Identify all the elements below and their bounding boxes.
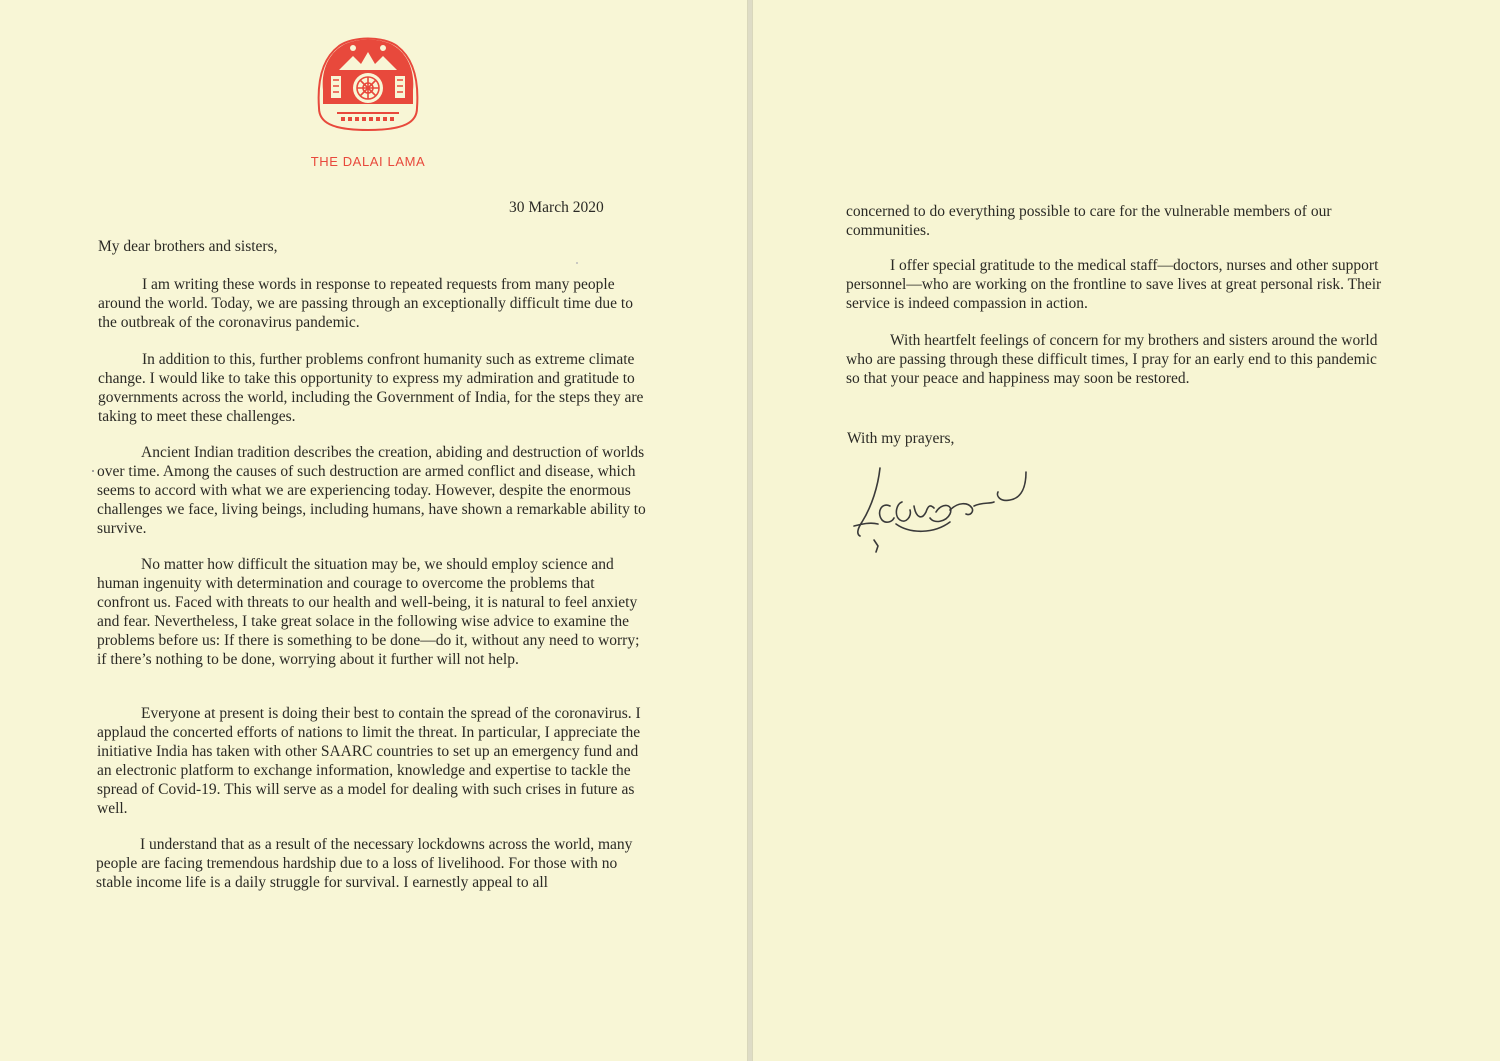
paragraph-5: Everyone at present is doing their best to contain the spread of the coronavirus. I applaud the concerted efforts of nations to limit the threat. In particular, I appreciate the initiative India has taken with other SAARC countries to set up an emergency fund and an electronic platform to exchange information, knowledge and expertise to tackle the spread of Covid-19. This will serve as a model for dealing with such crises in future as well. [97,705,641,817]
handwritten-signature-icon [850,462,1045,554]
paragraph-9: With heartfelt feelings of concern for my brothers and sisters around the world who are passing through these difficult times, I pray for an early end to this pandemic so that your peace and happiness may soon be restored. [846,332,1378,387]
paragraph-4: No matter how difficult the situation may be, we should employ science and human ingenuity with determination and courage to overcome the problems that confront us. Faced with threats to our health and well-being, it is natural to feel anxiety and fear. Nevertheless, I take great solace in the following wise advice to examine the problems before us: If there is something to be done—do it, without any need to worry; if there’s nothing to be done, worrying about it further will not help. [97,556,640,668]
tibetan-seal-icon [309,30,427,136]
paragraph-6: I understand that as a result of the necessary lockdowns across the world, many people are facing tremendous hardship due to a loss of livelihood. For those with no stable income life is a daily struggle for survival. I earnestly appeal to all [96,836,633,891]
paragraph-2: In addition to this, further problems confront humanity such as extreme climate change. I would like to take this opportunity to express my admiration and gratitude to governments across the world, including the Government of India, for the steps they are taking to meet these challenges. [98,351,644,425]
paragraph-1: I am writing these words in response to repeated requests from many people around the world. Today, we are passing through an exceptionally difficult time due to the outbreak of the coronavirus pandemic. [98,276,633,331]
paragraph-7: concerned to do everything possible to care for the vulnerable members of our communities. [846,203,1332,239]
closing: With my prayers, [847,430,955,447]
paper-speck [92,470,94,472]
letterhead-name: THE DALAI LAMA [310,154,426,169]
paragraph-8: I offer special gratitude to the medical staff—doctors, nurses and other support personnel—who are working on the frontline to save lives at great personal risk. Their service is indeed compassion in action. [846,257,1382,312]
paper-speck [576,262,578,264]
letter-date: 30 March 2020 [509,199,604,216]
salutation: My dear brothers and sisters, [98,238,278,255]
paragraph-3: Ancient Indian tradition describes the creation, abiding and destruction of worlds over time. Among the causes of such destruction are armed conflict and disease, which seems to accord with what we are experiencing today. However, despite the enormous challenges we face, living beings, including humans, have shown a remarkable ability to survive. [97,444,646,537]
letter-page-1 [0,0,748,1061]
